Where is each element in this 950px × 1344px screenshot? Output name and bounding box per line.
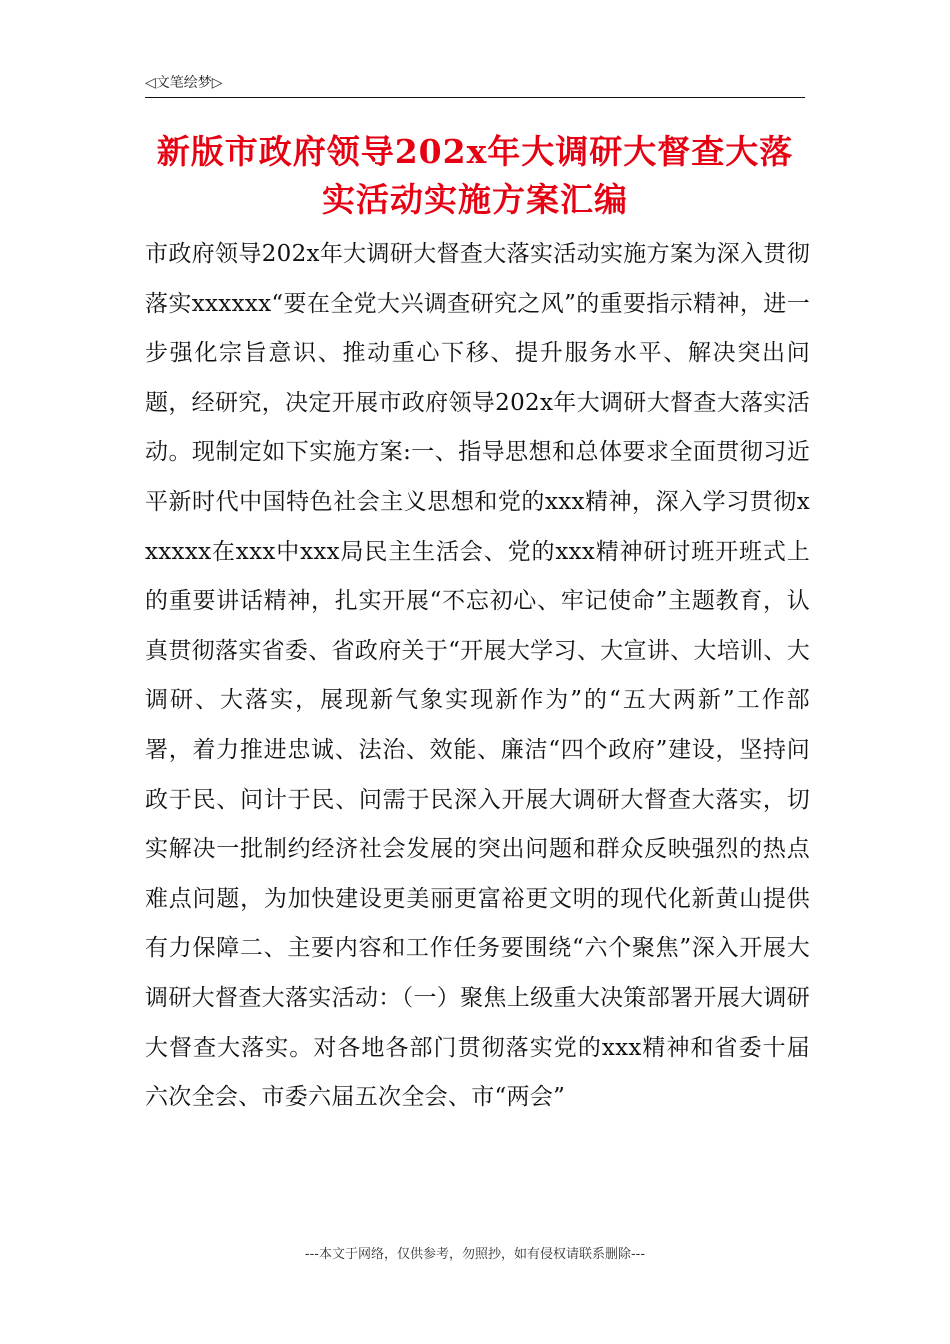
page-header: ◁文笔绘梦▷ bbox=[145, 75, 223, 91]
document-body: 市政府领导202x年大调研大督查大落实活动实施方案为深入贯彻落实xxxxxx“要在全党大兴调查研究之风”的重要指示精神，进一步强化宗旨意识、推动重心下移、提升服务水平、解决突出问题，经研究，决定开展市政府领导202x年大调研大督查大落实活动。现制定如下实施方案:一、指导思想和总体要求全面贯彻习近平新时代中国特色社会主义思想和党的xxx精神，深入学习贯彻xxxxxx在xxx中xxx局民主生活会、党的xxx精神研讨班开班式上的重要讲话精神，扎实开展“不忘初心、牢记使命”主题教育，认真贯彻落实省委、省政府关于“开展大学习、大宣讲、大培训、大调研、大落实，展现新气象实现新作为”的“五大两新”工作部署，着力推进忠诚、法治、效能、廉洁“四个政府”建设，坚持问政于民、问计于民、问需于民深入开展大调研大督查大落实，切实解决一批制约经济社会发展的突出问题和群众反映强烈的热点难点问题，为加快建设更美丽更富裕更文明的现代化新黄山提供有力保障二、主要内容和工作任务要围绕“六个聚焦”深入开展大调研大督查大落实活动：（一）聚焦上级重大决策部署开展大调研大督查大落实。对各地各部门贯彻落实党的xxx精神和省委十届六次全会、市委六届五次全会、市“两会” bbox=[145, 241, 810, 1111]
header-divider bbox=[145, 97, 805, 98]
page-footer: ---本文于网络，仅供参考，勿照抄，如有侵权请联系删除--- bbox=[304, 1247, 646, 1262]
document-title: 新版市政府领导202x年大调研大督查大落实活动实施方案汇编 bbox=[156, 132, 794, 219]
